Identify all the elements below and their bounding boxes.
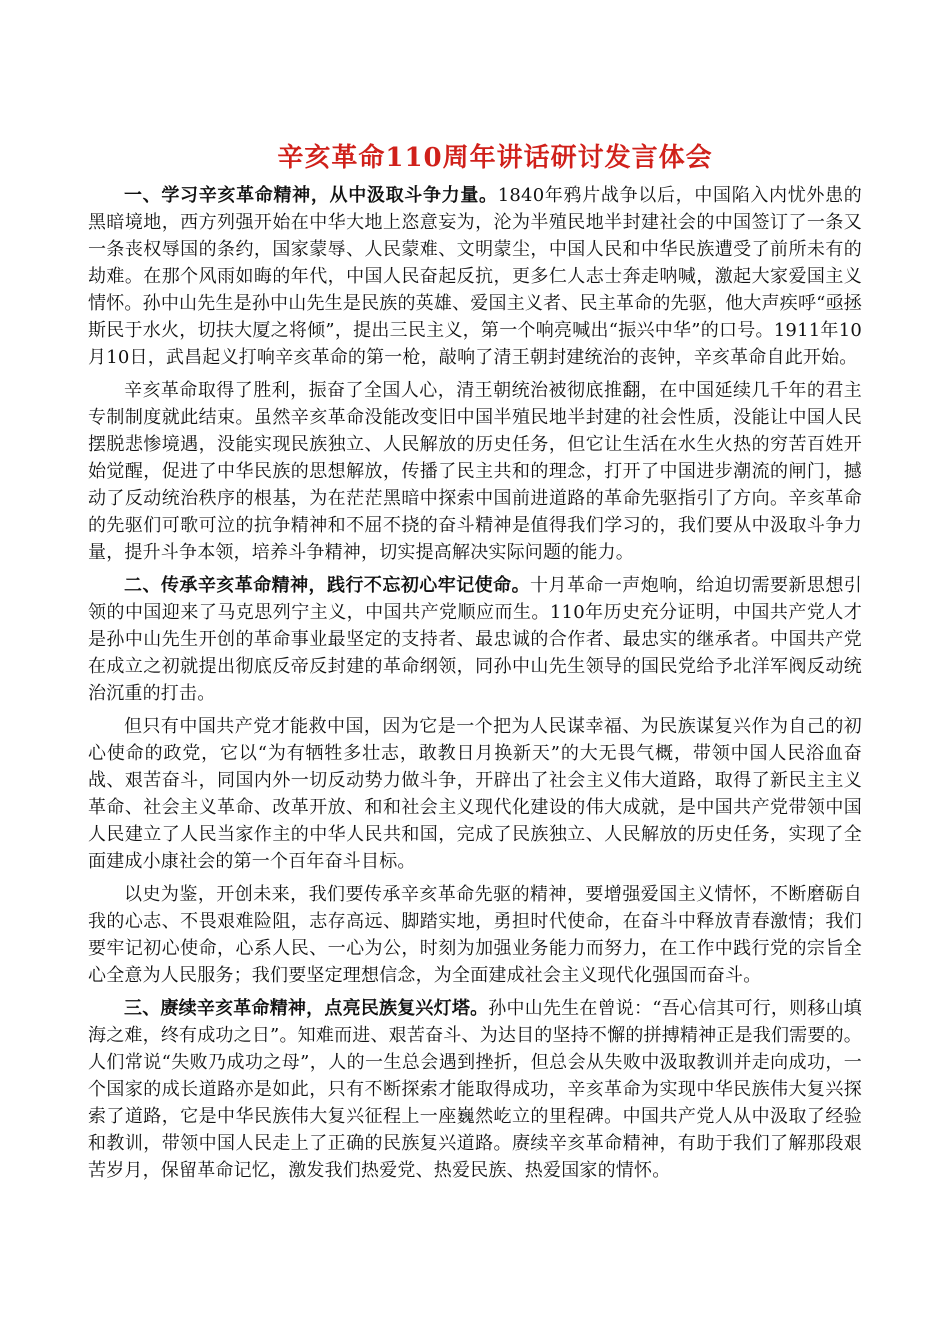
section-paragraph bbox=[88, 377, 862, 566]
document-title: 辛亥革命110周年讲话研讨发言体会 bbox=[277, 143, 713, 173]
section-paragraph bbox=[88, 572, 862, 707]
section-1 bbox=[88, 182, 862, 566]
paragraph-text: 但只有中国共产党才能救中国，因为它是一个把为人民谋幸福、为民族谋复兴作为自己的初心使命的政党，它以“为有牺牲多壮志，敢教日月换新天”的大无畏气概，带领中国人民浴血奋战、艰苦奋斗，同国内外一切反动势力做斗争，开辟出了社会主义伟大道路，取得了新民主主义革命、社会主义革命、改革开放、和和社会主义现代化建设的伟大成就，是中国共产党带领中国人民建立了人民当家作主的中华人民共和国，完成了民族独立、人民解放的历史任务，实现了全面建成小康社会的第一个百年奋斗目标。 bbox=[88, 716, 862, 872]
paragraph-text: 十月革命一声炮响，给迫切需要新思想引领的中国迎来了马克思列宁主义，中国共产党顺应而生。110年历史充分证明，中国共产党人才是孙中山先生开创的革命事业最坚定的支持者、最忠诚的合作者、最忠实的继承者。中国共产党在成立之初就提出彻底反帝反封建的革命纲领，同孙中山先生领导的国民党给予北洋军阀反动统治沉重的打击。 bbox=[88, 575, 862, 704]
section-paragraph bbox=[88, 713, 862, 875]
paragraph-text: 孙中山先生在曾说：“吾心信其可行，则移山填海之难，终有成功之日”。知难而进、艰苦奋斗、为达目的坚持不懈的拼搏精神正是我们需要的。人们常说“失败乃成功之母”，人的一生总会遇到挫折，但总会从失败中汲取教训并走向成功，一个国家的成长道路亦是如此，只有不断探索才能取得成功，辛亥革命为实现中华民族伟大复兴探索了道路，它是中华民族伟大复兴征程上一座巍然屹立的里程碑。中国共产党人从中汲取了经验和教训，带领中国人民走上了正确的民族复兴道路。赓续辛亥革命精神，有助于我们了解那段艰苦岁月，保留革命记忆，激发我们热爱党、热爱民族、热爱国家的情怀。 bbox=[88, 998, 862, 1181]
section-2 bbox=[88, 572, 862, 989]
section-paragraph bbox=[88, 881, 862, 989]
section-paragraph bbox=[88, 182, 862, 371]
section-heading: 一、学习辛亥革命精神，从中汲取斗争力量。 bbox=[124, 185, 498, 206]
section-heading: 三、赓续辛亥革命精神，点亮民族复兴灯塔。 bbox=[124, 998, 489, 1019]
document-page bbox=[88, 140, 862, 1190]
section-paragraph bbox=[88, 995, 862, 1184]
paragraph-text: 以史为鉴，开创未来，我们要传承辛亥革命先驱的精神，要增强爱国主义情怀，不断磨砺自我的心志、不畏艰难险阻，志存高远、脚踏实地，勇担时代使命，在奋斗中释放青春激情；我们要牢记初心使命，心系人民、一心为公，时刻为加强业务能力而努力，在工作中践行党的宗旨全心全意为人民服务；我们要坚定理想信念，为全面建成社会主义现代化强国而奋斗。 bbox=[88, 884, 862, 986]
section-heading: 二、传承辛亥革命精神，践行不忘初心牢记使命。 bbox=[124, 575, 531, 596]
paragraph-text: 辛亥革命取得了胜利，振奋了全国人心，清王朝统治被彻底推翻，在中国延续几千年的君主专制制度就此结束。虽然辛亥革命没能改变旧中国半殖民地半封建的社会性质，没能让中国人民摆脱悲惨境遇，没能实现民族独立、人民解放的历史任务，但它让生活在水生火热的穷苦百姓开始觉醒，促进了中华民族的思想解放，传播了民主共和的理念，打开了中国进步潮流的闸门，撼动了反动统治秩序的根基，为在茫茫黑暗中探索中国前进道路的革命先驱指引了方向。辛亥革命的先驱们可歌可泣的抗争精神和不屈不挠的奋斗精神是值得我们学习的，我们要从中汲取斗争力量，提升斗争本领，培养斗争精神，切实提高解决实际问题的能力。 bbox=[88, 380, 862, 563]
paragraph-text: 1840年鸦片战争以后，中国陷入内忧外患的黑暗境地，西方列强开始在中华大地上恣意妄为，沦为半殖民地半封建社会的中国签订了一条又一条丧权辱国的条约，国家蒙辱、人民蒙难、文明蒙尘，中国人民和中华民族遭受了前所未有的劫难。在那个风雨如晦的年代，中国人民奋起反抗，更多仁人志士奔走呐喊，激起大家爱国主义情怀。孙中山先生是孙中山先生是民族的英雄、爱国主义者、民主革命的先驱，他大声疾呼“亟拯斯民于水火，切扶大厦之将倾”，提出三民主义，第一个响亮喊出“振兴中华”的口号。1911年10月10日，武昌起义打响辛亥革命的第一枪，敲响了清王朝封建统治的丧钟，辛亥革命自此开始。 bbox=[88, 185, 863, 368]
section-3 bbox=[88, 995, 862, 1184]
